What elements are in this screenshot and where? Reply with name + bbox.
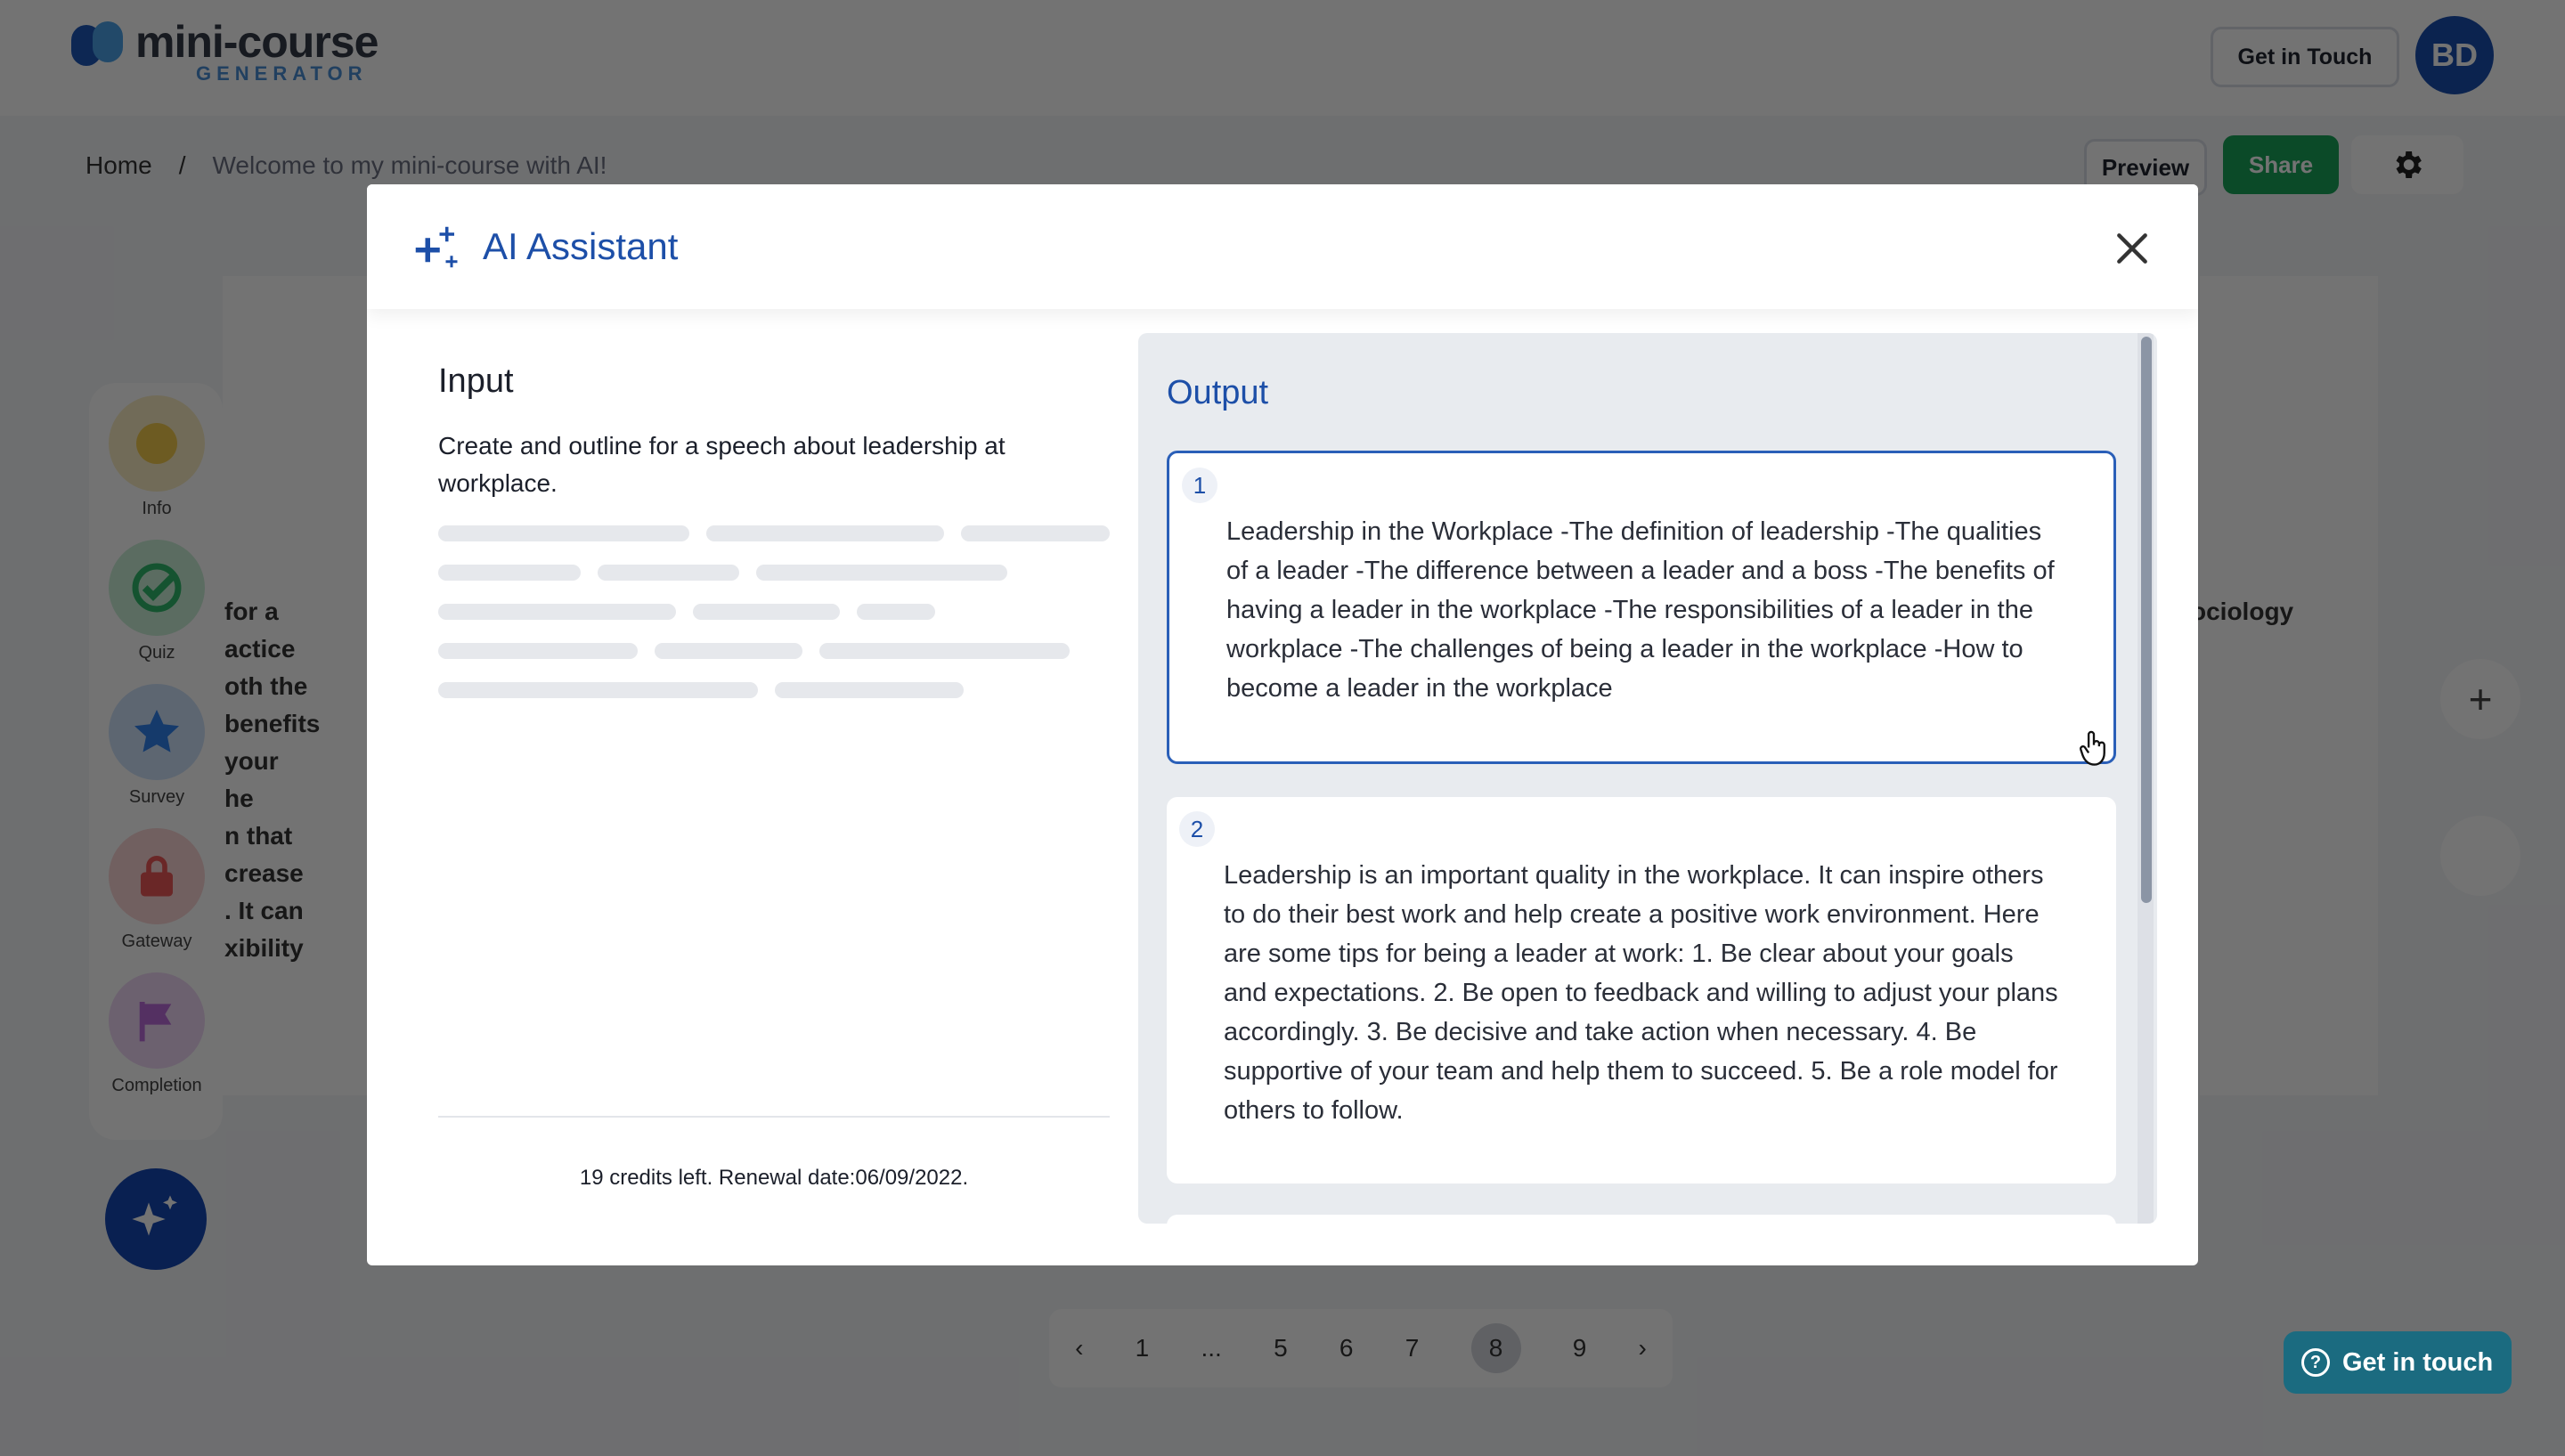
- modal-header: [367, 184, 2198, 309]
- help-get-in-touch-button[interactable]: [2284, 1331, 2512, 1394]
- input-divider: [438, 1116, 1110, 1118]
- result-number: 1: [1182, 468, 1217, 503]
- help-button-label: Get in touch: [2342, 1347, 2494, 1377]
- output-scrollbar-thumb[interactable]: [2141, 337, 2152, 903]
- hand-cursor-icon: [2078, 729, 2110, 769]
- result-text: Leadership is an important quality in the workplace. It can inspire others to do their best work and help create a positive work environment. Here are some tips for being a leader at work: 1. Be clear about your goals and expectations. 2. Be open to feedback and willing to adjust your plans accordingly. 3. Be decisive and take action when necessary. 4. Be supportive of your team and help them to succeed. 5. Be a role model for others to follow.: [1224, 861, 2058, 1125]
- credits-text: 19 credits left. Renewal date:06/09/2022.: [579, 1166, 969, 1190]
- output-title: Output: [1167, 374, 1269, 411]
- modal-title: AI Assistant: [483, 225, 679, 267]
- output-result-2[interactable]: [1167, 797, 2116, 1184]
- output-result-3[interactable]: [1167, 1215, 2116, 1224]
- question-icon: ?: [2301, 1348, 2330, 1377]
- close-icon[interactable]: [2113, 229, 2152, 268]
- input-panel: [438, 362, 1110, 502]
- result-number: 2: [1179, 811, 1215, 847]
- output-panel: [1138, 333, 2157, 1224]
- sparkle-icon: [410, 224, 463, 277]
- input-title: Input: [438, 362, 514, 400]
- output-result-1[interactable]: [1167, 451, 2116, 764]
- result-text: Leadership in the Workplace -The definition of leadership -The qualities of a leader -The difference between a leader and a boss -The benefits of having a leader in the workplace -The responsibilities of a leader in the workplace -The challenges of being a leader in the workplace -How to become a leader in the workplace: [1226, 517, 2055, 703]
- input-prompt-text: Create and outline for a speech about leadership at workplace.: [438, 432, 1006, 497]
- ai-assistant-modal: [367, 184, 2198, 1265]
